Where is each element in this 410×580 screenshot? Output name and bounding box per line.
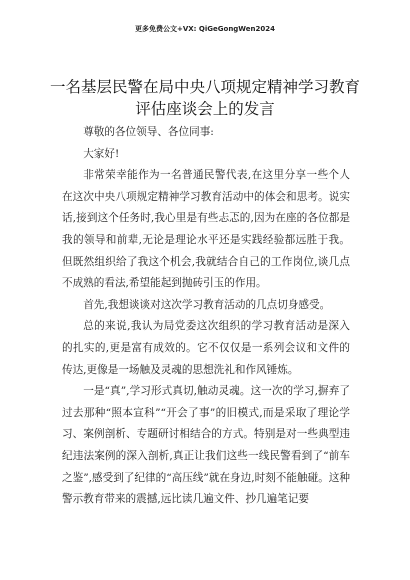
document-body: [62, 122, 350, 511]
header-note: 更多免费公文+VX: QiGeGongWen2024: [135, 25, 275, 33]
salutation: 尊敬的各位领导、各位同事:: [83, 126, 214, 138]
body-paragraph: 首先,我想谈谈对这次学习教育活动的几点切身感受。: [83, 298, 331, 311]
body-paragraph: 非常荣幸能作为一名普通民警代表,在这里分享一些个人在这次中央八项规定精神学习教育活动中的体会和思考。说实话,接到这个任务时,我心里是有些忐忑的,因为在座的各位都是我的领导和前辈,无论是理论水平还是实践经验都远胜于我。但既然组织给了我这个机会,我就结合自己的工作岗位,谈几点不成熟的看法,希望能起到抛砖引玉的作用。: [62, 169, 350, 290]
title-line-1: 一名基层民警在局中央八项规定精神学习教育: [49, 78, 360, 96]
title-line-2: 评估座谈会上的发言: [135, 100, 275, 118]
greeting: 大家好!: [83, 147, 120, 160]
document-title: [40, 76, 370, 120]
body-paragraph: 总的来说,我认为局党委这次组织的学习教育活动是深入的扎实的,更是富有成效的。它不仅仅是一系列会议和文件的传达,更像是一场触及灵魂的思想洗礼和作风锤炼。: [62, 320, 350, 376]
body-paragraph: 一是“真”,学习形式真切,触动灵魂。这一次的学习,摒弃了过去那种“照本宣科”“开会了事”的旧模式,而是采取了理论学习、案例剖析、专题研讨相结合的方式。特别是对一些典型违纪违法案例的深入剖析,真正让我们这些一线民警看到了“前车之鉴”,感受到了纪律的“高压线”就在身边,时刻不能触碰。这种警示教育带来的震撼,远比读几遍文件、抄几遍笔记要: [62, 385, 350, 506]
